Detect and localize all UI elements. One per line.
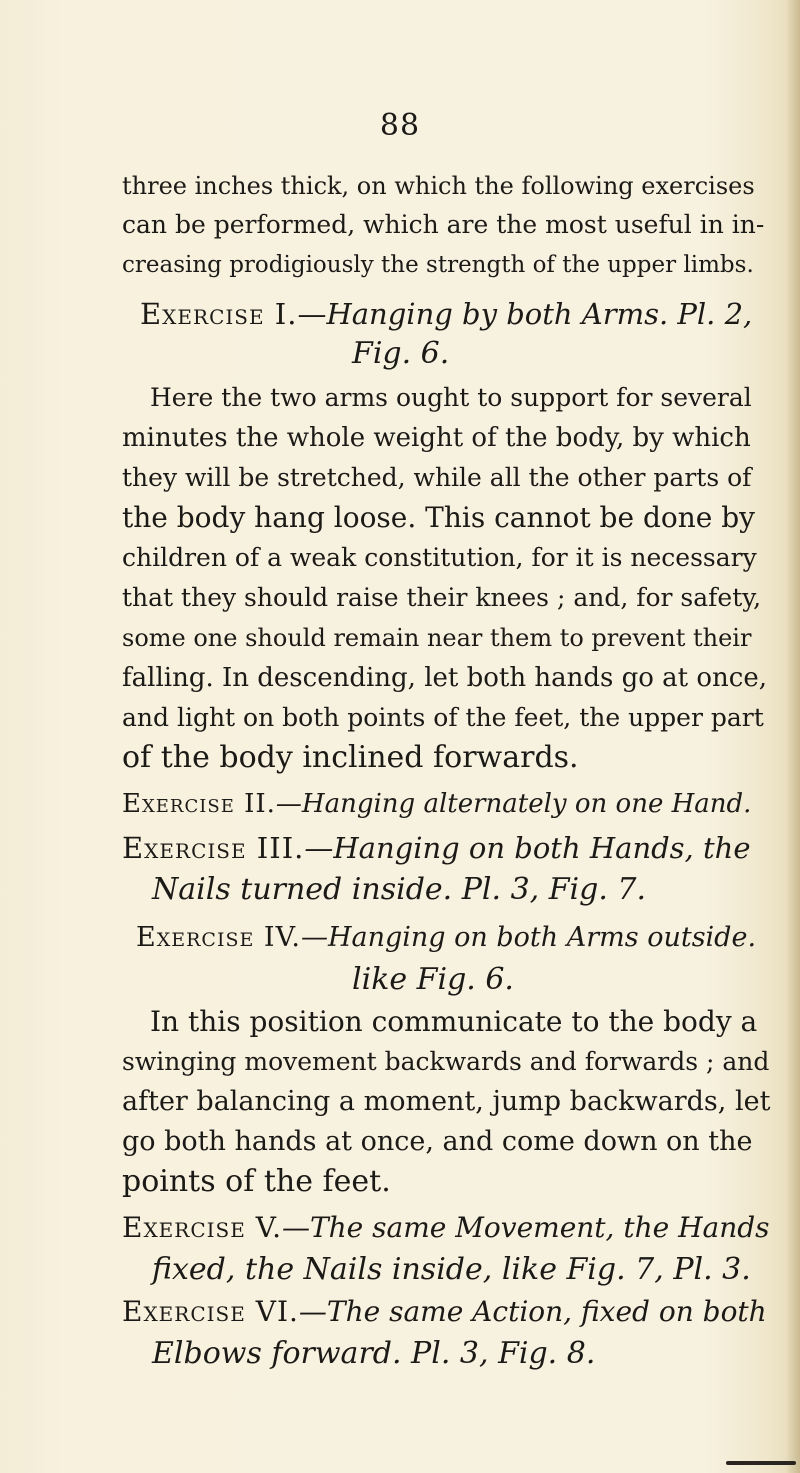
para1-line-1: Here the two arms ought to support for several <box>150 383 752 412</box>
para4-line-5: points of the feet. <box>122 1164 391 1199</box>
intro-line-2: can be performed, which are the most useful in in- <box>122 210 765 239</box>
para4-line-3: after balancing a moment, jump backwards, let <box>122 1086 771 1117</box>
para4-line-4: go both hands at once, and come down on the <box>122 1126 753 1157</box>
para4-line-1: In this position communicate to the body a <box>150 1005 758 1038</box>
exercise-6-title-cont: Elbows forward. Pl. 3, Fig. 8. <box>152 1336 596 1371</box>
para1-line-10: of the body inclined forwards. <box>122 740 579 775</box>
exercise-5-title: —The same Movement, the Hands <box>281 1211 770 1244</box>
page-edge-shadow <box>786 0 800 1473</box>
binding-mark <box>726 1461 796 1465</box>
exercise-6-title: —The same Action, fixed on both <box>298 1295 767 1328</box>
para4-line-2: swinging movement backwards and forwards ; and <box>122 1047 770 1076</box>
para1-line-8: falling. In descending, let both hands go at once, <box>122 663 768 693</box>
exercise-5-label: Exercise V. <box>122 1211 282 1244</box>
exercise-1-label: Exercise I. <box>140 297 298 331</box>
para1-line-7: some one should remain near them to prevent their <box>122 624 752 652</box>
exercise-4-label: Exercise IV. <box>136 922 301 953</box>
intro-line-1: three inches thick, on which the following exercises <box>122 172 755 200</box>
exercise-4-heading <box>136 920 756 956</box>
exercise-2-label: Exercise II. <box>122 789 276 819</box>
exercise-3-title-cont: Nails turned inside. Pl. 3, Fig. 7. <box>152 872 647 907</box>
para1-line-4: the body hang loose. This cannot be done by <box>122 501 755 534</box>
exercise-1-title: —Hanging by both Arms. Pl. 2, <box>297 297 753 331</box>
exercise-1-title-cont: Fig. 6. <box>352 336 450 371</box>
para1-line-3: they will be stretched, while all the other parts of <box>122 463 752 492</box>
exercise-6-label: Exercise VI. <box>122 1295 299 1328</box>
para1-line-2: minutes the whole weight of the body, by which <box>122 423 751 453</box>
exercise-3-heading <box>122 830 751 866</box>
exercise-3-label: Exercise III. <box>122 831 305 865</box>
para1-line-6: that they should raise their knees ; and, for safety, <box>122 583 762 612</box>
intro-line-3: creasing prodigiously the strength of the upper limbs. <box>122 252 754 278</box>
exercise-3-title: —Hanging on both Hands, the <box>304 831 751 865</box>
exercise-2-title: —Hanging alternately on one Hand. <box>275 789 752 819</box>
para1-line-9: and light on both points of the feet, the upper part <box>122 703 764 732</box>
exercise-5-title-cont: fixed, the Nails inside, like Fig. 7, Pl. 3. <box>152 1252 751 1287</box>
exercise-1-heading <box>140 296 752 332</box>
exercise-4-title-cont: like Fig. 6. <box>352 962 514 997</box>
para1-line-5: children of a weak constitution, for it is necessary <box>122 543 757 572</box>
exercise-6-heading <box>122 1294 767 1330</box>
exercise-4-title: —Hanging on both Arms outside. <box>300 922 757 953</box>
exercise-2-heading <box>122 786 751 822</box>
exercise-5-heading <box>122 1210 770 1246</box>
page-number: 88 <box>379 108 421 143</box>
